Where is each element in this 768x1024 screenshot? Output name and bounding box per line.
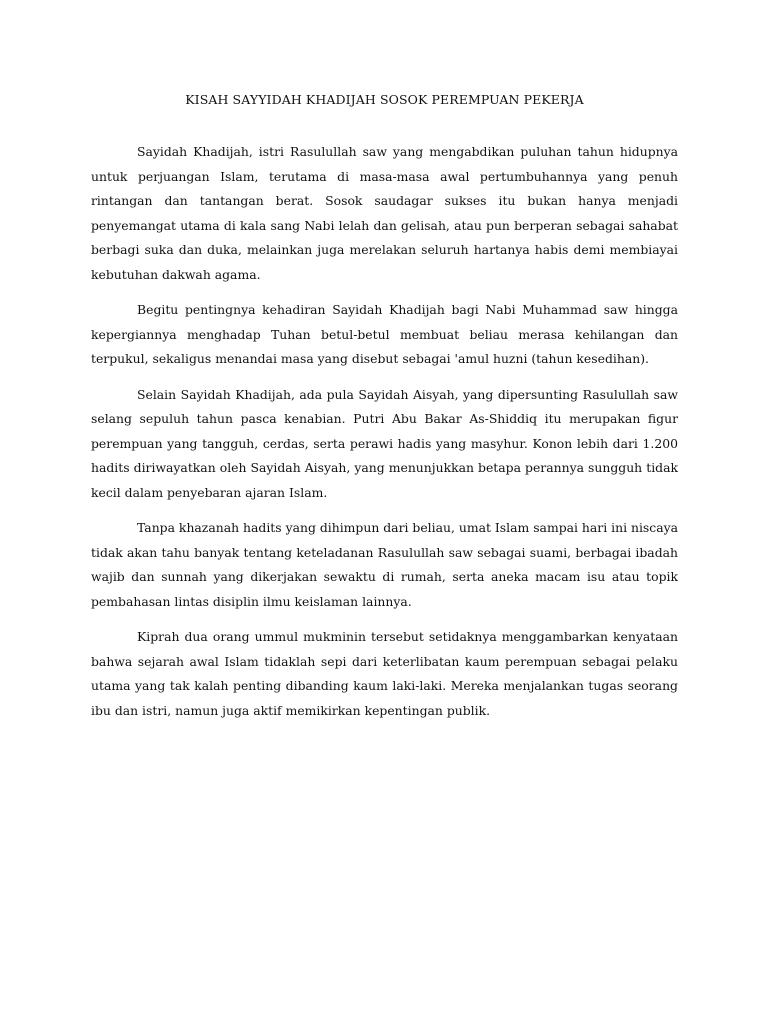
paragraph-2: Begitu pentingnya kehadiran Sayidah Khadijah bagi Nabi Muhammad saw hingga kepergiannya menghadap Tuhan betul-betul membuat beliau merasa kehilangan dan terpukul, sekaligus menandai masa yang disebut sebagai 'amul huzni (tahun kesedihan). (91, 302, 678, 366)
document-page (91, 88, 678, 734)
paragraph-4: Tanpa khazanah hadits yang dihimpun dari beliau, umat Islam sampai hari ini niscaya tidak akan tahu banyak tentang keteladanan Rasulullah saw sebagai suami, berbagai ibadah wajib dan sunnah yang dikerjakan sewaktu di rumah, serta aneka macam isu atau topik pembahasan lintas disiplin ilmu keislaman lainnya. (91, 520, 678, 609)
paragraph-3: Selain Sayidah Khadijah, ada pula Sayidah Aisyah, yang dipersunting Rasulullah saw selang sepuluh tahun pasca kenabian. Putri Abu Bakar As-Shiddiq itu merupakan figur perempuan yang tangguh, cerdas, serta perawi hadis yang masyhur. Konon lebih dari 1.200 hadits diriwayatkan oleh Sayidah Aisyah, yang menunjukkan betapa perannya sungguh tidak kecil dalam penyebaran ajaran Islam. (91, 386, 678, 500)
paragraph-5: Kiprah dua orang ummul mukminin tersebut setidaknya menggambarkan kenyataan bahwa sejarah awal Islam tidaklah sepi dari keterlibatan kaum perempuan sebagai pelaku utama yang tak kalah penting dibanding kaum laki-laki. Mereka menjalankan tugas seorang ibu dan istri, namun juga aktif memikirkan kepentingan publik. (91, 629, 678, 718)
document-title: KISAH SAYYIDAH KHADIJAH SOSOK PEREMPUAN PEKERJA (185, 92, 584, 107)
paragraph-1: Sayidah Khadijah, istri Rasulullah saw yang mengabdikan puluhan tahun hidupnya untuk perjuangan Islam, terutama di masa-masa awal pertumbuhannya yang penuh rintangan dan tantangan berat. Sosok saudagar sukses itu bukan hanya menjadi penyemangat utama di kala sang Nabi lelah dan gelisah, atau pun berperan sebagai sahabat berbagi suka dan duka, melainkan juga merelakan seluruh hartanya habis demi membiayai kebutuhan dakwah agama. (91, 144, 678, 282)
